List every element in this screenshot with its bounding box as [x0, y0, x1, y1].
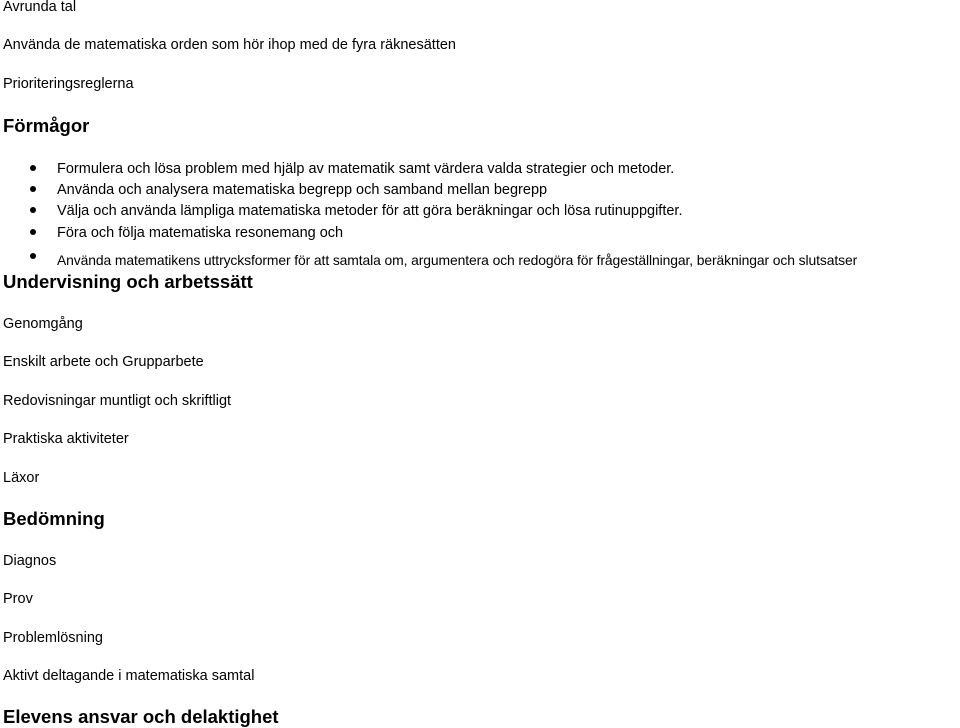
undervisning-item-enskilt-arbete: Enskilt arbete och Grupparbete — [3, 354, 204, 370]
formagor-bullet-item — [0, 181, 960, 199]
heading-formagor: Förmågor — [3, 115, 90, 136]
goal-item-prioriteringsreglerna: Prioriteringsreglerna — [3, 76, 134, 92]
formagor-bullet-item — [0, 202, 960, 220]
bullet-icon — [30, 207, 36, 213]
bullet-icon — [30, 253, 36, 259]
heading-elevens-ansvar: Elevens ansvar och delaktighet — [3, 706, 279, 727]
formagor-bullet-text: Använda och analysera matematiska begrepp och samband mellan begrepp — [57, 182, 548, 198]
formagor-bullet-item — [0, 251, 960, 269]
bedomning-item-diagnos: Diagnos — [3, 553, 57, 569]
undervisning-item-praktiska-aktiviteter: Praktiska aktiviteter — [3, 431, 129, 447]
bedomning-item-aktivt-deltagande: Aktivt deltagande i matematiska samtal — [3, 668, 255, 684]
undervisning-item-laxor: Läxor — [3, 470, 40, 486]
bullet-icon — [30, 229, 36, 235]
goal-item-avrunda-tal: Avrunda tal — [3, 0, 77, 15]
formagor-bullet-text: Välja och använda lämpliga matematiska metoder för att göra beräkningar och lösa rutinuppgifter. — [57, 203, 683, 219]
undervisning-item-genomgang: Genomgång — [3, 316, 83, 332]
formagor-bullet-item — [0, 224, 960, 242]
heading-undervisning: Undervisning och arbetssätt — [3, 271, 253, 292]
formagor-bullet-text: Föra och följa matematiska resonemang och — [57, 225, 344, 241]
bullet-icon — [30, 165, 36, 171]
formagor-bullet-item — [0, 160, 960, 178]
goal-item-matematiska-orden: Använda de matematiska orden som hör ihop med de fyra räknesätten — [3, 37, 456, 53]
bedomning-item-problemlosning: Problemlösning — [3, 630, 103, 646]
heading-bedomning: Bedömning — [3, 508, 105, 529]
bullet-icon — [30, 186, 36, 192]
formagor-bullet-text: Använda matematikens uttrycksformer för att samtala om, argumentera och redogöra för frågeställningar, beräkningar och slutsatser — [57, 252, 858, 268]
formagor-bullet-text: Formulera och lösa problem med hjälp av matematik samt värdera valda strategier och metoder. — [57, 161, 675, 177]
bedomning-item-prov: Prov — [3, 591, 33, 607]
undervisning-item-redovisningar: Redovisningar muntligt och skriftligt — [3, 393, 232, 409]
